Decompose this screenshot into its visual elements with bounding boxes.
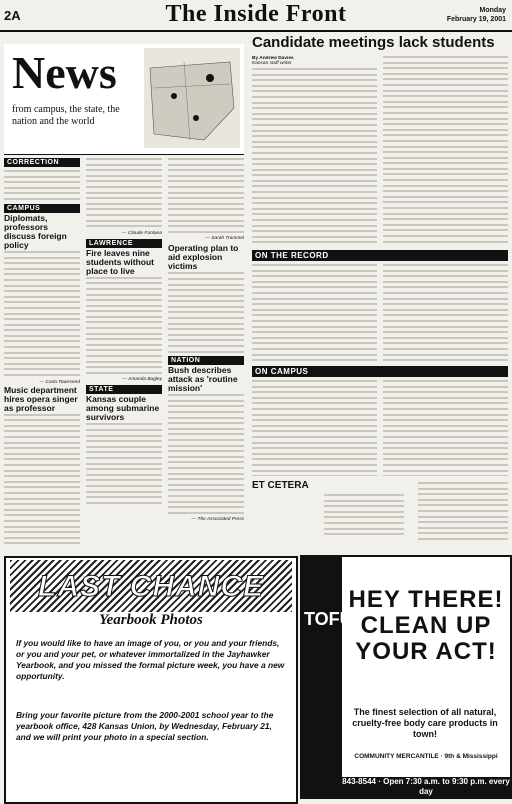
- et-cetera-box: [252, 480, 508, 550]
- section-campus: CAMPUS: [4, 204, 80, 213]
- byline-center-1: — Sarah Trammel: [205, 236, 244, 242]
- headline-lawrence-1: Fire leaves nine students without place to live: [86, 247, 154, 276]
- yearbook-ad-body-1: If you would like to have an image of you, or you and your friends, or you and your pet, or whatever immortalized in the Jayhawker Yearbook, and you missed the formal picture week, you have a new opportunity.: [16, 638, 285, 681]
- section-on-campus: ON CAMPUS: [252, 366, 508, 377]
- lead-text-2: [383, 56, 508, 243]
- record-text-2: [383, 264, 508, 362]
- nation-1-text: [168, 394, 244, 513]
- center-1-text: [168, 272, 244, 352]
- kansas-map-icon: [144, 48, 240, 148]
- left-column-1: [4, 158, 80, 552]
- community-mercantile-advertisement: [300, 555, 512, 799]
- yearbook-advertisement: [4, 556, 298, 804]
- section-correction: CORRECTION: [4, 158, 80, 167]
- campus-continued-text: [86, 158, 162, 227]
- headline-nation-1: Bush describes attack as 'routine mission': [168, 365, 238, 394]
- headline-campus-2: Music department hires opera singer as professor: [4, 384, 78, 413]
- section-on-the-record: ON THE RECORD: [252, 250, 508, 261]
- yearbook-ad-body-2: Bring your favorite picture from the 2000-2001 school year to the yearbook office, 428 Kansas Union, by Wednesday, February 21, and we will print your photo in a special section.: [16, 710, 274, 742]
- ad-tagline: The finest selection of all natural, cruelty-free body care products in town!: [352, 707, 498, 739]
- newspaper-section-title: The Inside Front: [165, 1, 347, 27]
- on-campus-text-1: [252, 380, 377, 476]
- campus-2-text: [4, 414, 80, 545]
- lead-byline-role: Kansan staff writer: [252, 61, 292, 66]
- page-number: 2A: [4, 8, 21, 23]
- on-campus-box: [252, 366, 508, 476]
- left-column-2: [86, 158, 162, 552]
- on-campus-text-2: [383, 380, 508, 476]
- ad-hours: 843-8544 · Open 7:30 a.m. to 9:30 p.m. every day: [342, 777, 510, 796]
- news-title: News: [12, 47, 117, 98]
- lead-story-header: [252, 34, 508, 56]
- correction-text: [4, 170, 80, 200]
- byline-nation-1: — The Associated Press: [191, 517, 244, 523]
- lead-byline: By Andrew Davies: [252, 56, 294, 61]
- yearbook-ad-title: LAST CHANCE: [38, 570, 264, 603]
- record-text-1: [252, 264, 377, 362]
- campus-1-text: [4, 251, 80, 376]
- et-cetera-text-2: [418, 482, 508, 544]
- masthead: [0, 0, 512, 32]
- news-banner: [4, 44, 244, 155]
- yearbook-ad-banner: [10, 560, 292, 612]
- lead-story-column-2: [383, 56, 508, 246]
- section-lawrence: LAWRENCE: [86, 239, 162, 248]
- issue-day: Monday: [479, 7, 506, 14]
- news-subtitle: from campus, the state, the nation and the world: [12, 104, 120, 127]
- yearbook-ad-subtitle: Yearbook Photos: [99, 612, 203, 628]
- issue-date: [447, 6, 506, 24]
- section-et-cetera: ET CETERA: [252, 480, 309, 491]
- ad-headline: HEY THERE! CLEAN UP YOUR ACT!: [348, 586, 504, 665]
- issue-date-text: February 19, 2001: [446, 16, 506, 23]
- tofu-banner: [302, 557, 353, 797]
- lead-headline: Candidate meetings lack students: [252, 34, 495, 51]
- headline-state-1: Kansas couple among submarine survivors: [86, 394, 160, 423]
- byline-lawrence-1: — Amanda Bagley: [122, 377, 162, 383]
- headline-center-1: Operating plan to aid explosion victims: [168, 243, 239, 272]
- ad-store-name: COMMUNITY MERCANTILE · 9th & Mississippi: [354, 753, 498, 760]
- on-the-record-box: [252, 250, 508, 362]
- lead-story-column-1: [252, 56, 377, 246]
- section-state: STATE: [86, 385, 162, 394]
- byline-campus-1: — Carla Townsend: [39, 379, 80, 385]
- et-cetera-text-1: [324, 494, 404, 539]
- tofu-text: TOFU: [304, 609, 353, 629]
- lead-text-1: [252, 68, 377, 246]
- center-top-text: [168, 158, 244, 233]
- section-nation: NATION: [168, 356, 244, 365]
- byline-campus-2: — Claude Fontana: [121, 230, 162, 236]
- center-column: [168, 158, 244, 552]
- lawrence-1-text: [86, 277, 162, 374]
- headline-campus-1: Diplomats, professors discuss foreign policy: [4, 212, 67, 250]
- state-1-text: [86, 423, 162, 503]
